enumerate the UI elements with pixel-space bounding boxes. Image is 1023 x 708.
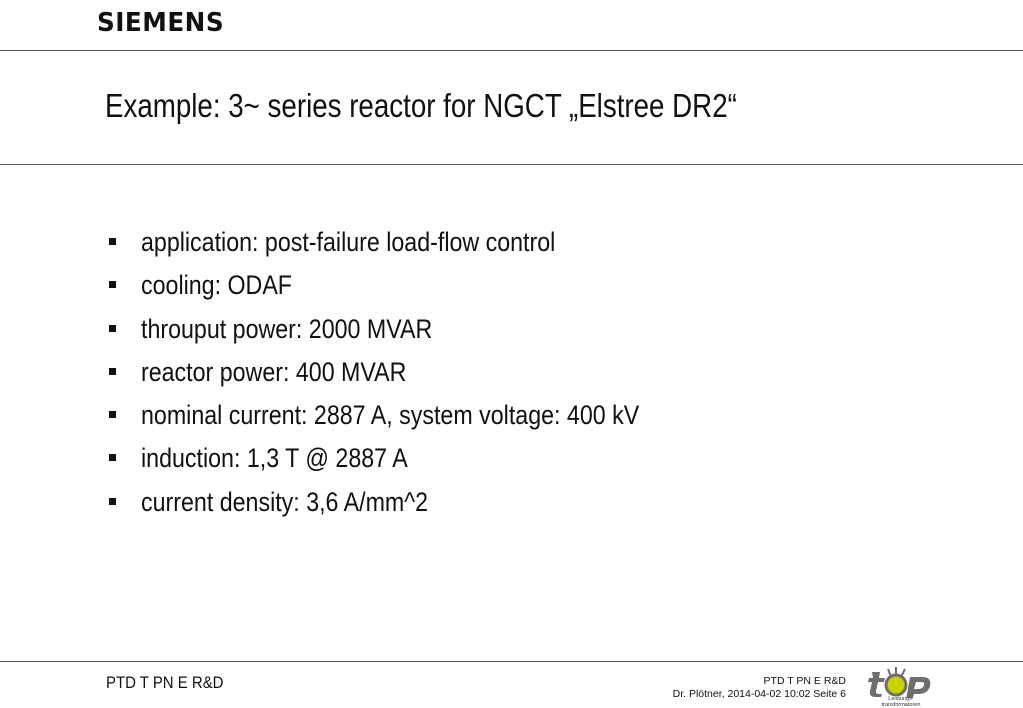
siemens-logo: SIEMENS xyxy=(97,8,225,38)
bullet-square-icon xyxy=(109,454,116,461)
footer-meta xyxy=(673,675,846,701)
bullet-text: current density: 3,6 A/mm^2 xyxy=(141,486,429,517)
slide-title: Example: 3~ series reactor for NGCT „Elstree DR2“ xyxy=(105,87,737,124)
top-logo-icon xyxy=(866,666,936,698)
footer-author-date-page: Dr. Plötner, 2014-04-02 10:02 Seite 6 xyxy=(672,688,846,700)
header-divider xyxy=(0,50,1023,51)
bullet-text: cooling: ODAF xyxy=(141,270,292,301)
bullet-square-icon xyxy=(109,281,116,288)
bullet-text: reactor power: 400 MVAR xyxy=(141,356,407,387)
bullet-square-icon xyxy=(109,368,116,375)
footer-department-label: PTD T PN E R&D xyxy=(106,673,224,692)
title-divider xyxy=(0,164,1023,165)
top-logo-caption: Leistungs- transformatoren xyxy=(881,696,921,708)
top-transformer-logo xyxy=(866,666,936,706)
bullet-text: nominal current: 2887 A, system voltage: 400 kV xyxy=(141,400,640,431)
footer-department: PTD T PN E R&D xyxy=(763,675,846,687)
bullet-text: induction: 1,3 T @ 2887 A xyxy=(141,443,408,474)
bullet-square-icon xyxy=(109,498,116,505)
bullet-text: throuput power: 2000 MVAR xyxy=(141,313,433,344)
bullet-square-icon xyxy=(109,238,116,245)
bullet-square-icon xyxy=(109,325,116,332)
bullet-text: application: post-failure load-flow control xyxy=(141,227,556,257)
bullet-square-icon xyxy=(109,411,116,418)
footer-divider xyxy=(0,661,1023,662)
